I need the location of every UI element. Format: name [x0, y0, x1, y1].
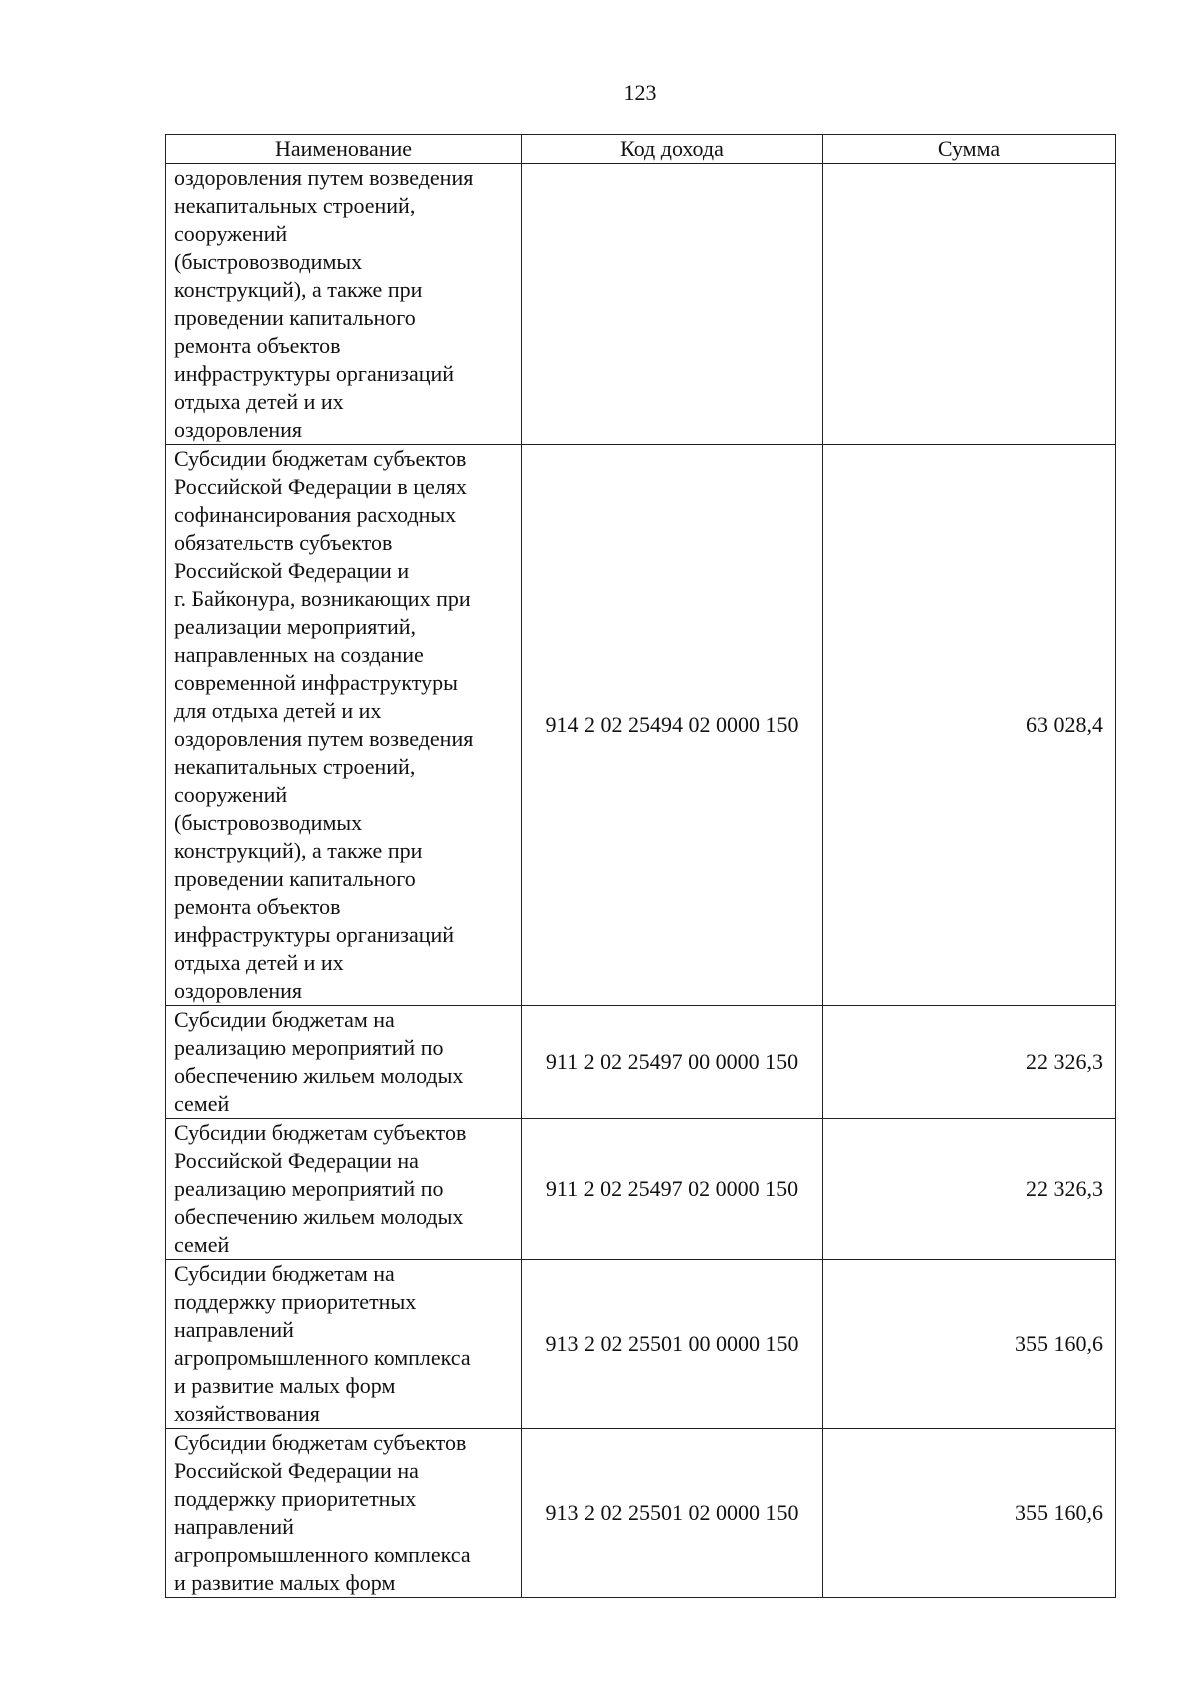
row-code: 914 2 02 25494 02 0000 150: [522, 445, 823, 1006]
row-sum: 22 326,3: [823, 1119, 1116, 1260]
row-code: 911 2 02 25497 00 0000 150: [522, 1006, 823, 1119]
table-header-row: [166, 135, 1116, 164]
row-code: 913 2 02 25501 00 0000 150: [522, 1260, 823, 1429]
row-name: Субсидии бюджетам субъектов Российской Федерации на реализацию мероприятий по обеспечению жильем молодых семей: [166, 1119, 522, 1260]
row-sum: 355 160,6: [823, 1260, 1116, 1429]
row-code: 911 2 02 25497 02 0000 150: [522, 1119, 823, 1260]
row-sum: 63 028,4: [823, 445, 1116, 1006]
table-row: [166, 164, 1116, 445]
row-name: Субсидии бюджетам на реализацию мероприятий по обеспечению жильем молодых семей: [166, 1006, 522, 1119]
row-code: [522, 164, 823, 445]
row-sum: 355 160,6: [823, 1429, 1116, 1598]
row-name: Субсидии бюджетам на поддержку приоритетных направлений агропромышленного комплекса и развитие малых форм хозяйствования: [166, 1260, 522, 1429]
header-sum: Сумма: [823, 135, 1116, 164]
row-sum: [823, 164, 1116, 445]
row-code: 913 2 02 25501 02 0000 150: [522, 1429, 823, 1598]
revenue-table: [165, 134, 1116, 1598]
header-code: Код дохода: [522, 135, 823, 164]
header-name: Наименование: [166, 135, 522, 164]
page-number: 123: [623, 80, 657, 105]
table-row: [166, 445, 1116, 1006]
row-name: оздоровления путем возведения некапитальных строений, сооружений (быстровозводимых конструкций), а также при проведении капитального ремонта объектов инфраструктуры организаций отдыха детей и их оздоровления: [166, 164, 522, 445]
table-row: [166, 1119, 1116, 1260]
row-name: Субсидии бюджетам субъектов Российской Федерации на поддержку приоритетных направлений агропромышленного комплекса и развитие малых форм: [166, 1429, 522, 1598]
row-name: Субсидии бюджетам субъектов Российской Федерации в целях софинансирования расходных обязательств субъектов Российской Федерации и г. Байконура, возникающих при реализации мероприятий, направленных на создание современной инфраструктуры для отдыха детей и их оздоровления путем возведения некапитальных строений, сооружений (быстровозводимых конструкций), а также при проведении капитального ремонта объектов инфраструктуры организаций отдыха детей и их оздоровления: [166, 445, 522, 1006]
table-row: [166, 1260, 1116, 1429]
table-row: [166, 1429, 1116, 1598]
table-row: [166, 1006, 1116, 1119]
row-sum: 22 326,3: [823, 1006, 1116, 1119]
